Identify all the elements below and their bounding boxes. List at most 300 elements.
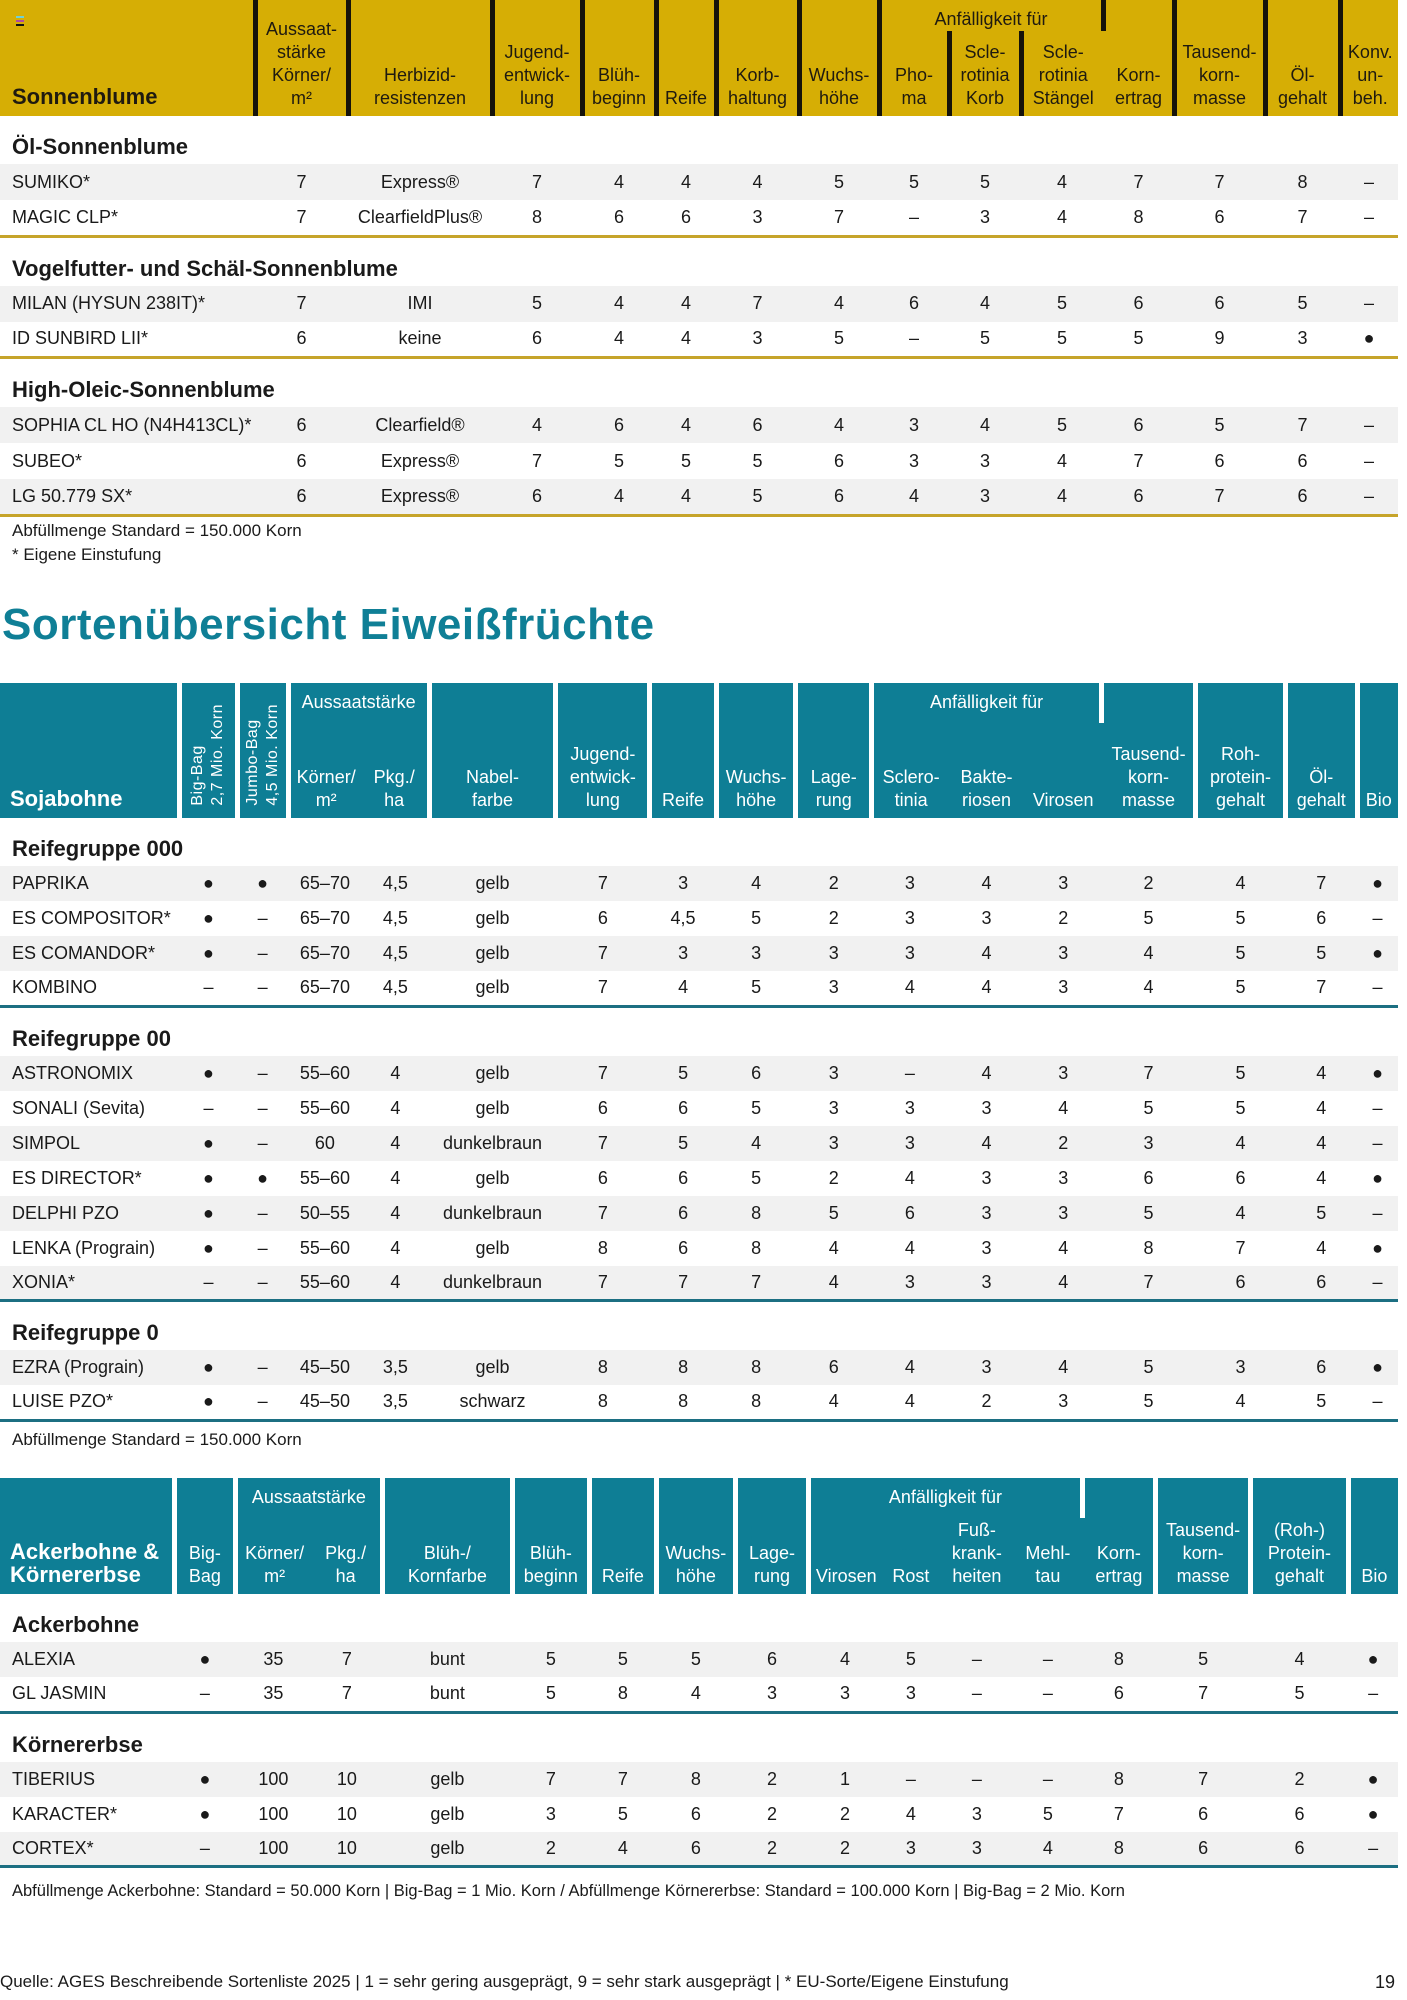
table-cell: 9	[1174, 322, 1265, 358]
table-cell: –	[1357, 1196, 1398, 1231]
table-row	[0, 936, 1398, 971]
col-header-tkm: Tausend- korn- masse	[1102, 683, 1196, 818]
table-cell: ●	[1348, 1642, 1398, 1677]
table-cell: 3	[796, 1126, 872, 1161]
table-cell: 3	[828, 1097, 839, 1118]
table-cell: 3	[904, 1097, 915, 1118]
table-cell: –	[1357, 971, 1398, 1006]
table-cell: –	[1340, 479, 1398, 515]
table-row	[0, 407, 1398, 443]
variety-name: DELPHI PZO	[0, 1196, 180, 1231]
col-header-phoma: Pho- ma	[879, 31, 949, 116]
col-header-untreated: Konv. un- beh.	[1340, 0, 1398, 116]
table-cell: 65–70	[288, 866, 362, 901]
table-cell: –	[1348, 1677, 1398, 1712]
table-cell: 7	[1265, 200, 1340, 236]
col-header-oil: Öl- gehalt	[1285, 683, 1357, 818]
table-cell: 7	[1113, 1803, 1124, 1824]
table-cell: bunt	[382, 1677, 512, 1712]
table-cell: ClearfieldPlus®	[348, 200, 492, 236]
table-cell: 2	[948, 1385, 1025, 1420]
section-header	[0, 116, 1398, 164]
table-cell: –	[1340, 407, 1398, 443]
table-cell: 6	[1103, 407, 1174, 443]
table-cell: ●	[180, 1056, 237, 1091]
col-header-lodging: Lage- rung	[796, 683, 872, 818]
section-header	[0, 358, 1398, 408]
col-header-viroses: Virosen	[808, 1518, 881, 1594]
table-cell: 6	[1103, 479, 1174, 515]
table-cell: bunt	[382, 1642, 512, 1677]
table-cell: gelb	[382, 1762, 512, 1797]
table-cell: 4	[904, 1237, 915, 1258]
section-header	[0, 1301, 1398, 1351]
col-header-jumbobag-label: Jumbo-Bag 4,5 Mio. Korn	[243, 704, 281, 806]
table-cell: 4	[948, 866, 1025, 901]
table-cell: 8	[1143, 1237, 1154, 1258]
table-cell: 7	[1174, 479, 1265, 515]
variety-name: ID SUNBIRD LII*	[0, 322, 255, 358]
table-cell: 4	[1316, 1237, 1327, 1258]
bean-pea-table	[0, 1478, 1398, 1868]
table-row	[0, 1642, 1398, 1677]
table-cell: –	[1372, 1097, 1383, 1118]
table-cell: –	[879, 322, 949, 358]
section-title: Reifegruppe 00	[12, 1025, 171, 1051]
col-header-pkg-ha: Pkg./ ha	[362, 723, 429, 818]
table-cell: 65–70	[288, 936, 362, 971]
table-row	[0, 1056, 1398, 1091]
table-cell: Clearfield®	[348, 407, 492, 443]
table-cell: 4	[656, 322, 716, 358]
table-cell: 6	[872, 1196, 949, 1231]
table-cell: 2	[828, 908, 839, 928]
table-cell: 4	[1013, 1832, 1082, 1867]
table-cell: 100	[235, 1762, 311, 1797]
table-cell: 6	[582, 407, 656, 443]
table-cell: 4	[1285, 1056, 1357, 1091]
table-cell: 4	[1057, 450, 1068, 471]
table-cell: 5	[1021, 407, 1103, 443]
section-title: Ackerbohne	[12, 1612, 140, 1637]
table-cell: 5	[1285, 1196, 1357, 1231]
table-cell: gelb	[475, 1167, 510, 1188]
table-cell: 8	[1082, 1832, 1155, 1867]
table-cell: 5	[796, 1196, 872, 1231]
col-header-protein: Roh- protein- gehalt	[1196, 683, 1286, 818]
table-cell: 7	[311, 1642, 382, 1677]
table-cell: ●	[257, 1167, 269, 1188]
table-cell: 5	[1251, 1677, 1348, 1712]
table-cell: –	[237, 1056, 288, 1091]
table-cell: 3	[716, 936, 796, 971]
table-cell: 7	[1174, 164, 1265, 200]
table-cell: 6	[597, 908, 608, 928]
table-cell: 6	[1285, 1350, 1357, 1385]
table-cell: 5	[716, 971, 796, 1006]
col-header-sclerotinia-stem: Scle- rotinia Stängel	[1021, 31, 1103, 116]
table-cell: –	[1340, 200, 1398, 236]
table-cell: 4	[1196, 1385, 1286, 1420]
table-cell: 10	[311, 1832, 382, 1867]
table-cell: 6	[656, 1832, 735, 1867]
table-cell: –	[872, 1056, 949, 1091]
variety-name: SUMIKO*	[0, 164, 255, 200]
table-cell: 2	[1251, 1762, 1348, 1797]
table-cell: 7	[716, 286, 799, 322]
table-cell: –	[237, 1126, 288, 1161]
variety-name: XONIA*	[0, 1266, 180, 1301]
table-cell: 8	[1265, 164, 1340, 200]
table-cell: 6	[1285, 1266, 1357, 1301]
table-cell: ●	[180, 936, 237, 971]
col-header-head: Korb- haltung	[716, 0, 799, 116]
table-cell: 7	[556, 1126, 650, 1161]
table-cell: 4	[582, 164, 656, 200]
table-cell: 55–60	[299, 1167, 350, 1188]
table-cell: 7	[512, 1762, 589, 1797]
table-cell: gelb	[475, 1097, 510, 1118]
table-cell: IMI	[348, 286, 492, 322]
table-cell: gelb	[382, 1832, 512, 1867]
soy-header-main: Sojabohne	[0, 683, 180, 818]
table-cell: 6	[1265, 479, 1340, 515]
variety-name: KOMBINO	[0, 971, 180, 1006]
table-cell: 3	[872, 1126, 949, 1161]
table-cell: 55–60	[299, 1097, 350, 1118]
table-cell: 4	[948, 1126, 1025, 1161]
table-cell: 7	[650, 1266, 716, 1301]
table-cell: 55–60	[299, 1237, 350, 1258]
table-cell: 3	[1102, 1126, 1196, 1161]
table-cell: 4	[362, 1196, 429, 1231]
table-cell: 5	[1143, 908, 1154, 928]
table-cell: 4	[362, 1126, 429, 1161]
table-cell: –	[174, 1677, 235, 1712]
table-cell: 4	[799, 286, 879, 322]
table-cell: 45–50	[288, 1385, 362, 1420]
table-cell: –	[1348, 1832, 1398, 1867]
table-cell: 5	[613, 450, 624, 471]
table-cell: 5	[492, 286, 582, 322]
table-cell: 5	[650, 1056, 716, 1091]
sunflower-header-main: Sonnenblume	[0, 0, 255, 116]
soy-table	[0, 683, 1398, 1422]
table-cell: gelb	[429, 866, 556, 901]
variety-name: EZRA (Prograin)	[0, 1350, 180, 1385]
table-row	[0, 1161, 1398, 1196]
table-cell: ●	[1348, 1762, 1398, 1797]
table-cell: 3	[949, 200, 1021, 236]
table-cell: 3	[981, 1097, 992, 1118]
table-cell: 4	[362, 1266, 429, 1301]
variety-name: GL JASMIN	[0, 1677, 174, 1712]
table-cell: 3	[796, 1056, 872, 1091]
table-cell: 4	[828, 1237, 839, 1258]
table-cell: 8	[650, 1350, 716, 1385]
table-cell: 5	[949, 164, 1021, 200]
table-cell: 7	[556, 866, 650, 901]
table-cell: –	[237, 971, 288, 1006]
table-cell: 5	[879, 164, 949, 200]
table-cell: 65–70	[288, 971, 362, 1006]
table-cell: –	[1364, 450, 1375, 471]
section-header	[0, 818, 1398, 866]
table-cell: ●	[199, 1803, 211, 1824]
table-cell: ●	[1357, 1350, 1398, 1385]
table-cell: 4	[492, 407, 582, 443]
table-cell: 6	[678, 1097, 689, 1118]
table-cell: 4	[949, 407, 1021, 443]
table-cell: 4	[872, 1350, 949, 1385]
table-cell: 7	[589, 1762, 656, 1797]
table-cell: 7	[1155, 1677, 1250, 1712]
table-cell: 2	[796, 866, 872, 901]
table-cell: 3	[1265, 322, 1340, 358]
table-cell: 5	[1102, 1196, 1196, 1231]
table-cell: –	[203, 1097, 214, 1118]
table-cell: 4	[650, 971, 716, 1006]
table-cell: 4,5	[382, 908, 408, 928]
table-cell: 100	[235, 1832, 311, 1867]
table-cell: –	[882, 1762, 941, 1797]
table-cell: 3	[1025, 1196, 1102, 1231]
table-row	[0, 1231, 1398, 1266]
table-cell: 6	[597, 1167, 608, 1188]
table-cell: 4	[949, 286, 1021, 322]
col-header-sclerotinia-head: Scle- rotinia Korb	[949, 31, 1021, 116]
table-cell: –	[237, 1350, 288, 1385]
table-cell: –	[1357, 1126, 1398, 1161]
table-cell: 6	[296, 450, 307, 471]
table-cell: 4	[582, 322, 656, 358]
table-cell: 3	[981, 1167, 992, 1188]
col-header-height: Wuchs- höhe	[656, 1478, 735, 1594]
table-cell: 4	[879, 479, 949, 515]
table-cell: 5	[1285, 1385, 1357, 1420]
table-cell: 4	[716, 866, 796, 901]
table-cell: 6	[1198, 1803, 1209, 1824]
table-cell: 4	[1285, 1126, 1357, 1161]
table-cell: 3	[1196, 1350, 1286, 1385]
table-cell: 45–50	[288, 1350, 362, 1385]
table-cell: 4	[1058, 1097, 1069, 1118]
table-cell: 4	[656, 286, 716, 322]
table-cell: 5	[512, 1677, 589, 1712]
variety-name: SONALI (Sevita)	[12, 1097, 146, 1118]
page-number: 19	[1374, 1972, 1395, 1992]
variety-name: LENKA (Prograin)	[12, 1237, 156, 1258]
table-cell: 6	[650, 1196, 716, 1231]
table-cell: 8	[716, 1196, 796, 1231]
table-cell: 6	[1174, 286, 1265, 322]
table-cell: 6	[1214, 450, 1225, 471]
col-header-tkm: Tausend- korn- masse	[1155, 1478, 1250, 1594]
table-cell: 4	[1021, 479, 1103, 515]
col-header-hilum: Nabel- farbe	[429, 683, 556, 818]
table-cell: 4	[948, 971, 1025, 1006]
table-cell: 3	[796, 971, 872, 1006]
table-row	[0, 901, 1398, 936]
table-cell: 4	[390, 1097, 401, 1118]
table-cell: 4	[872, 971, 949, 1006]
section-title: Reifegruppe 000	[12, 836, 184, 861]
col-header-bigbag: Big- Bag	[174, 1478, 235, 1594]
col-header-pkg-ha: Pkg./ ha	[311, 1518, 382, 1594]
table-cell: 8	[597, 1237, 608, 1258]
table-cell: –	[237, 1196, 288, 1231]
col-header-bio: Bio	[1348, 1478, 1398, 1594]
table-cell: 4	[1102, 971, 1196, 1006]
table-row	[0, 1266, 1398, 1301]
table-cell: ●	[237, 866, 288, 901]
table-cell: 3	[1025, 936, 1102, 971]
section-title: Reifegruppe 0	[12, 1320, 159, 1345]
table-cell: –	[257, 1237, 268, 1258]
table-cell: 5	[680, 450, 691, 471]
table-row	[0, 1091, 1398, 1126]
table-cell: 2	[766, 1803, 777, 1824]
table-cell: 5	[656, 1642, 735, 1677]
variety-name: KARACTER*	[12, 1803, 118, 1824]
variety-name: ASTRONOMIX	[0, 1056, 180, 1091]
table-cell: 8	[751, 1237, 762, 1258]
table-cell: 4	[582, 479, 656, 515]
col-header-lodging: Lage- rung	[735, 1478, 808, 1594]
table-cell: 4,5	[670, 908, 696, 928]
col-header-bigbag-label: Big-Bag 2,7 Mio. Korn	[189, 704, 227, 806]
col-group-susceptibility: Anfälligkeit für	[879, 0, 1103, 31]
table-cell: ●	[180, 1350, 237, 1385]
table-cell: 5	[1155, 1642, 1250, 1677]
table-cell: 4,5	[362, 971, 429, 1006]
footer-source: Quelle: AGES Beschreibende Sortenliste 2025 | 1 = sehr gering ausgeprägt, 9 = sehr stark ausgeprägt | * EU-Sorte/Eigene Einstufung	[0, 1972, 1009, 1991]
table-cell: 3	[872, 936, 949, 971]
table-cell: 5	[1042, 1803, 1053, 1824]
variety-name: ES COMPOSITOR*	[12, 908, 171, 928]
table-cell: 7	[556, 1266, 650, 1301]
variety-name: ALEXIA	[0, 1642, 174, 1677]
table-cell: 3	[808, 1677, 881, 1712]
col-header-sclerotinia: Sclero- tinia	[872, 723, 949, 818]
variety-name: LUISE PZO*	[0, 1385, 180, 1420]
table-cell: 3	[1058, 1167, 1069, 1188]
table-cell: 35	[235, 1642, 311, 1677]
col-header-bacteriosis: Bakte- riosen	[948, 723, 1025, 818]
table-row	[0, 1350, 1398, 1385]
table-cell: 10	[336, 1803, 357, 1824]
table-cell: –	[940, 1762, 1013, 1797]
table-cell: 6	[678, 1167, 689, 1188]
sunflower-note-own: * Eigene Einstufung	[12, 545, 162, 564]
table-cell: 3	[1025, 866, 1102, 901]
table-cell: 2	[828, 1167, 839, 1188]
table-cell: 3	[716, 200, 799, 236]
table-cell: 7	[255, 286, 348, 322]
col-header-seed-rate: Aussaat- stärke Körner/ m²	[255, 0, 348, 116]
table-cell: 6	[799, 479, 879, 515]
table-cell: ●	[1340, 322, 1398, 358]
table-cell: 3,5	[362, 1350, 429, 1385]
table-cell: 5	[751, 1097, 762, 1118]
table-cell: –	[1013, 1762, 1082, 1797]
col-header-rust: Rost	[882, 1518, 941, 1594]
table-cell: dunkelbraun	[429, 1126, 556, 1161]
table-cell: 5	[1102, 1350, 1196, 1385]
table-cell: gelb	[475, 1237, 510, 1258]
table-cell: 10	[311, 1762, 382, 1797]
col-header-bigbag	[180, 683, 237, 818]
col-header-herbicide: Herbizid- resistenzen	[348, 0, 492, 116]
table-cell: ●	[180, 1196, 237, 1231]
table-cell: –	[1013, 1677, 1082, 1712]
table-cell: 4	[582, 286, 656, 322]
variety-name: ES COMANDOR*	[0, 936, 180, 971]
bean-header-main: Ackerbohne & Körnererbse	[0, 1478, 174, 1594]
table-cell: 4	[1316, 1167, 1327, 1188]
table-cell: 6	[1251, 1832, 1348, 1867]
table-cell: ●	[180, 1385, 237, 1420]
col-header-maturity: Reife	[656, 0, 716, 116]
section-title: Körnererbse	[12, 1731, 143, 1757]
variety-name: CORTEX*	[0, 1832, 174, 1867]
table-cell: 50–55	[288, 1196, 362, 1231]
table-cell: 8	[1103, 200, 1174, 236]
table-cell: 4	[948, 1056, 1025, 1091]
table-cell: ●	[174, 1762, 235, 1797]
table-cell: gelb	[429, 936, 556, 971]
section-header	[0, 1006, 1398, 1056]
bean-note-fill: Abfüllmenge Ackerbohne: Standard = 50.000 Korn | Big-Bag = 1 Mio. Korn / Abfüllmenge Körnererbse: Standard = 100.000 Korn | Big-Bag = 2 Mio. Korn	[12, 1882, 1125, 1900]
col-header-tkm: Tausend- korn- masse	[1174, 0, 1265, 116]
table-cell: 4	[656, 479, 716, 515]
table-cell: 4	[796, 1266, 872, 1301]
table-row	[0, 200, 1398, 236]
table-cell: Express®	[380, 450, 460, 471]
table-cell: 3	[1025, 971, 1102, 1006]
table-cell: 7	[1103, 164, 1174, 200]
sunflower-table	[0, 0, 1398, 517]
table-cell: gelb	[475, 908, 510, 928]
table-cell: 3	[904, 908, 915, 928]
table-cell: 4	[716, 1126, 796, 1161]
table-cell: 6	[690, 1803, 701, 1824]
table-cell: 6	[796, 1350, 872, 1385]
table-cell: ●	[203, 908, 214, 928]
table-row	[0, 1797, 1398, 1832]
table-cell: ●	[180, 866, 237, 901]
table-cell: 4	[1316, 1097, 1327, 1118]
table-cell: 4	[656, 407, 716, 443]
table-cell: 3	[948, 1350, 1025, 1385]
variety-name: SIMPOL	[0, 1126, 180, 1161]
table-row	[0, 286, 1398, 322]
table-cell: 5	[716, 479, 799, 515]
table-cell: 8	[556, 1385, 650, 1420]
table-cell: 3	[796, 936, 872, 971]
table-cell: 3	[981, 908, 992, 928]
col-header-bio: Bio	[1357, 683, 1398, 818]
table-cell: 5	[752, 450, 763, 471]
table-cell: 6	[879, 286, 949, 322]
table-cell: 5	[1235, 1097, 1246, 1118]
table-cell: 7	[311, 1677, 382, 1712]
col-header-height: Wuchs- höhe	[799, 0, 879, 116]
table-cell: 4	[796, 1385, 872, 1420]
table-cell: 5	[1196, 971, 1286, 1006]
col-header-bloom: Blüh- beginn	[512, 1478, 589, 1594]
table-cell: 3	[1025, 1056, 1102, 1091]
